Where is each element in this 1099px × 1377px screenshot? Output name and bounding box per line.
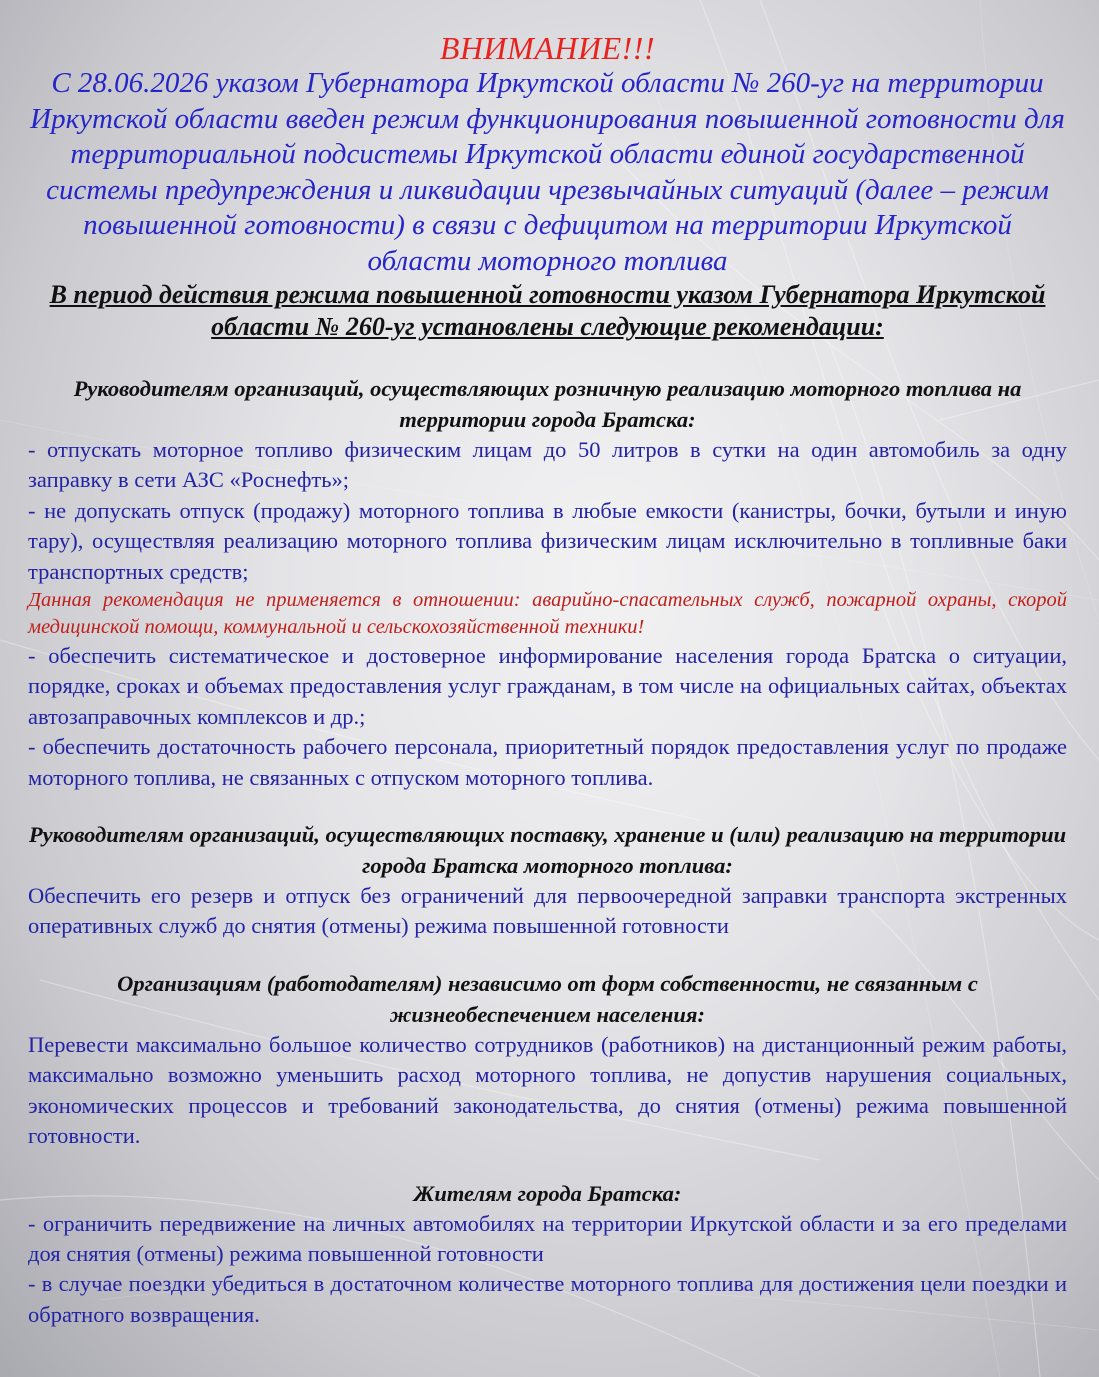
retail-item-3: - обеспечить систематическое и достоверное информирование населения города Братска о ситуации, порядке, сроках и объемах предоставления услуг гражданам, в том числе на официальных сайтах, объектах автозаправочных комплексов и др.; [28, 643, 1067, 729]
retail-exception-note: Данная рекомендация не применяется в отношении: аварийно-спасательных служб, пожарной охраны, скорой медицинской помощи, коммунальной и сельскохозяйственной техники! [28, 589, 1067, 639]
employers-text: Перевести максимально большое количество сотрудников (работников) на дистанционный режим работы, максимально возможно уменьшить расход моторного топлива, не допустив нарушения социальных, экономических процессов и требований законодательства, до снятия (отмены) режима повышенной готовности. [28, 1031, 1067, 1149]
recommendations-heading: В период действия режима повышенной готовности указом Губернатора Иркутской области № 260-уг установлены следующие рекомендации: [49, 280, 1046, 341]
section-title-supply: Руководителям организаций, осуществляющих поставку, хранение и (или) реализацию на территории города Братска моторного топлива: [28, 822, 1067, 879]
attention-title: ВНИМАНИЕ!!! [439, 30, 656, 66]
retail-item-4: - обеспечить достаточность рабочего персонала, приоритетный порядок предоставления услуг по продаже моторного топлива, не связанных с отпуском моторного топлива. [28, 734, 1067, 790]
retail-item-2: - не допускать отпуск (продажу) моторного топлива в любые емкости (канистры, бочки, бутыли и иную тару), осуществляя реализацию моторного топлива физическим лицам исключительно в топливные баки транспортных средств; [28, 497, 1067, 584]
intro-paragraph: С 28.06.2026 указом Губернатора Иркутской области № 260-уг на территории Иркутской области введен режим функционирования повышенной готовности для территориальной подсистемы Иркутской области единой государственной системы предупреждения и ликвидации чрезвычайных ситуаций (далее – режим повышенной готовности) в связи с дефицитом на территории Иркутской области моторного топлива [30, 67, 1065, 277]
section-supply [28, 819, 1067, 942]
section-title-employers: Организациям (работодателям) независимо от форм собственности, не связанным с жизнеобеспечением населения: [117, 970, 978, 1027]
supply-text: Обеспечить его резерв и отпуск без ограничений для первоочередной заправки транспорта экстренных оперативных служб до снятия (отмены) режима повышенной готовности [28, 883, 1067, 939]
announcement-document [28, 30, 1067, 1330]
residents-item-1: - ограничить передвижение на личных автомобилях на территории Иркутской области и за его пределами доя снятия (отмены) режима повышенной готовности [28, 1210, 1067, 1266]
residents-item-2: - в случае поездки убедиться в достаточном количестве моторного топлива для достижения цели поездки и обратного возвращения. [28, 1271, 1067, 1327]
section-retail [28, 373, 1067, 793]
section-employers [28, 968, 1067, 1152]
retail-item-1: - отпускать моторное топливо физическим лицам до 50 литров в сутки на один автомобиль за одну заправку в сети АЗС «Роснефть»; [28, 437, 1067, 493]
section-title-retail: Руководителям организаций, осуществляющих розничную реализацию моторного топлива на территории города Братска: [73, 376, 1022, 432]
section-title-residents: Жителям города Братска: [413, 1180, 682, 1206]
section-residents [28, 1178, 1067, 1331]
